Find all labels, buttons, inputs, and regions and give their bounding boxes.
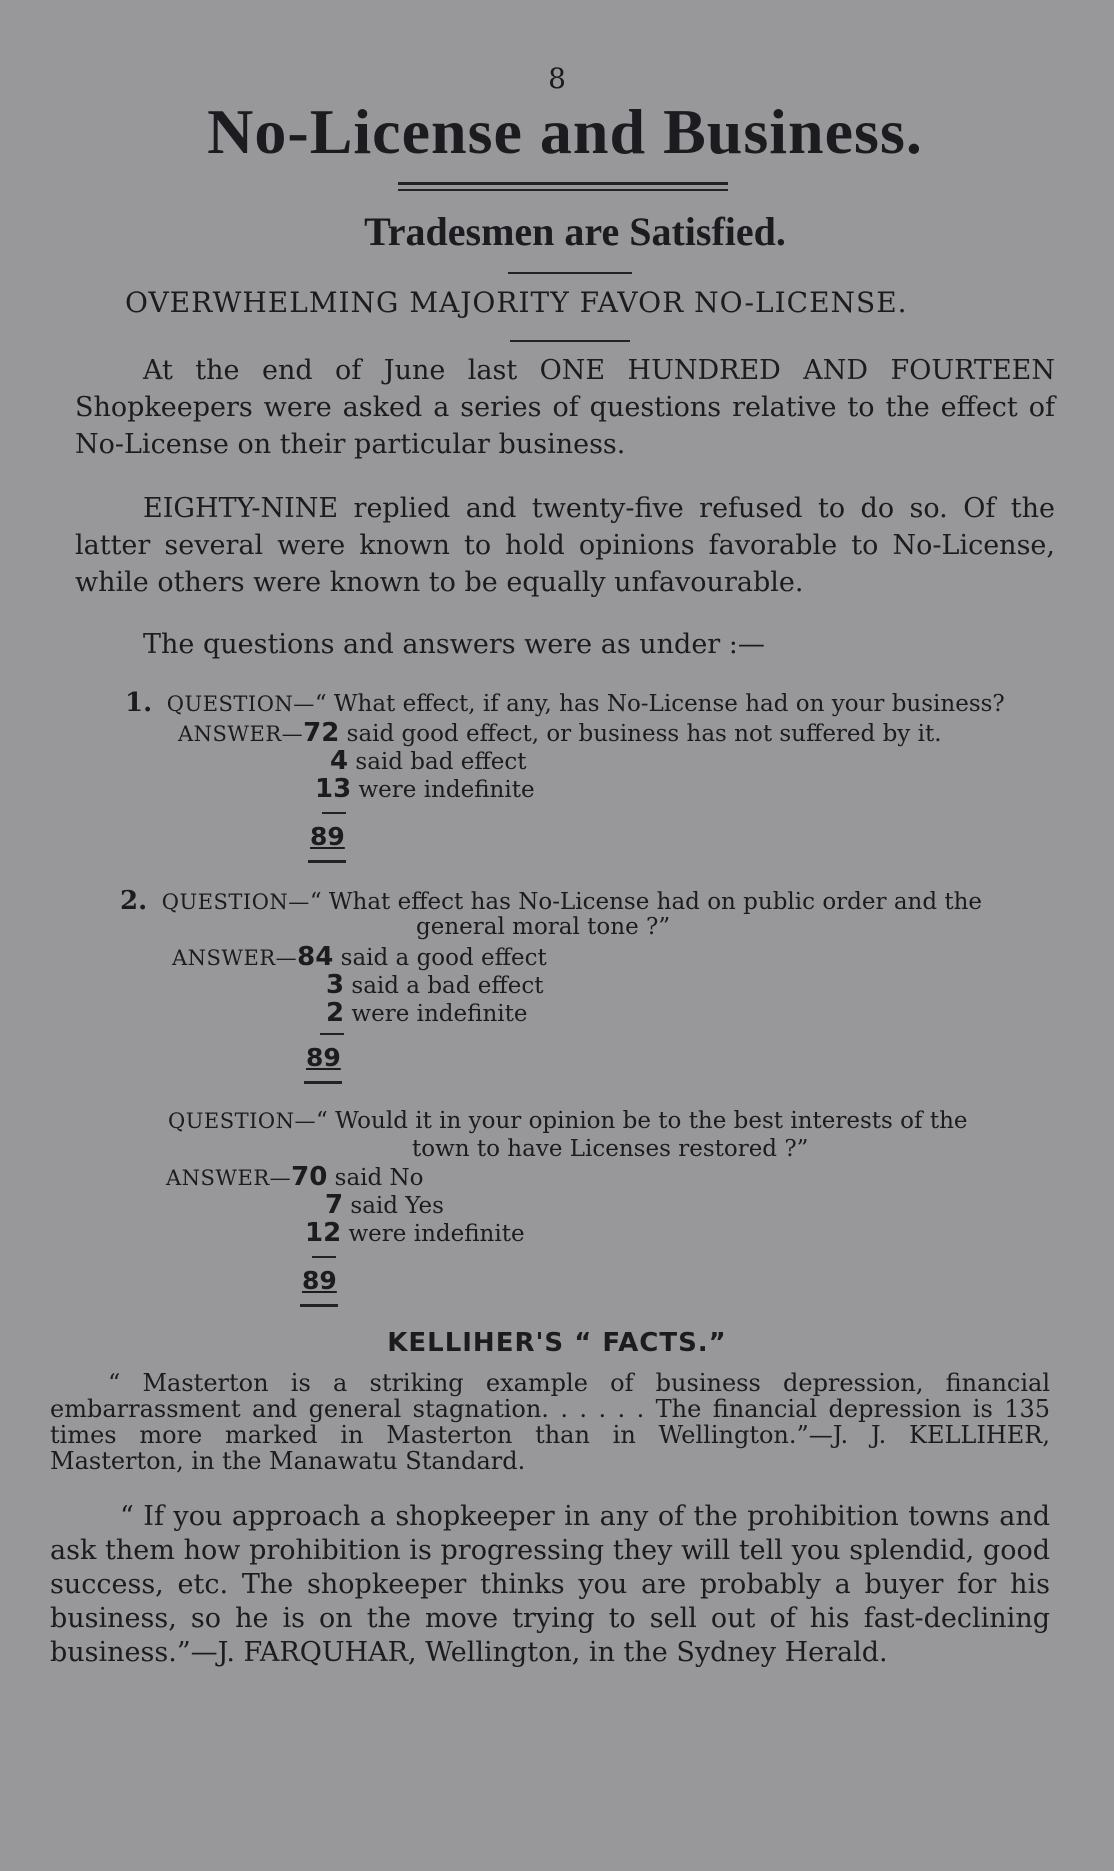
q2-total: 89 [306, 1043, 341, 1072]
paragraph-questions-intro: The questions and answers were as under :— [143, 629, 765, 660]
subtitle: Tradesmen are Satisfied. [364, 209, 786, 254]
q1-answer-3: 13 were indefinite [315, 774, 535, 804]
q3-total: 89 [302, 1266, 337, 1295]
q3-sum-dash [312, 1256, 336, 1258]
q1-total: 89 [310, 822, 345, 851]
q2-total-bar [304, 1081, 342, 1084]
q2-answer-1: ANSWER—84 said a good effect [172, 942, 547, 972]
subtitle-rule [508, 272, 632, 274]
q2-sum-dash [320, 1033, 344, 1035]
q3-answer-3: 12 were indefinite [305, 1218, 525, 1248]
q3-question-cont: town to have Licenses restored ?” [412, 1136, 809, 1162]
kelliher-heading: KELLIHER'S “ FACTS.” [387, 1328, 727, 1358]
paragraph-replies: EIGHTY-NINE replied and twenty-five refused to do so. Of the latter several were known to hold opinions favorable to No-License, while others were known to be equally unfavourable. [75, 493, 1055, 598]
section-heading: OVERWHELMING MAJORITY FAVOR NO-LICENSE. [125, 286, 908, 319]
paragraph-intro: At the end of June last ONE HUNDRED AND FOURTEEN Shopkeepers were asked a series of questions relative to the effect of No-License on their particular business. [75, 355, 1055, 460]
title-double-rule [398, 182, 728, 191]
q3-answer-1: ANSWER—70 said No [166, 1162, 424, 1192]
page-title: No-License and Business. [207, 96, 923, 167]
q2-question-cont: general moral tone ?” [416, 914, 671, 940]
q3-total-bar [300, 1304, 338, 1307]
q3-question-line: QUESTION—“ Would it in your opinion be to the best interests of the [168, 1108, 968, 1134]
quote-farquhar: “ If you approach a shopkeeper in any of the prohibition towns and ask them how prohibition is progressing they will tell you splendid, good success, etc. The shopkeeper thinks you are probably a buyer for his business, so he is on the move trying to sell out of his fast-declining business.”—J. FARQUHAR, Wellington, in the Sydney Herald. [50, 1501, 1050, 1668]
page-number: 8 [548, 62, 566, 95]
q1-answer-1: ANSWER—72 said good effect, or business has not suffered by it. [178, 718, 942, 748]
quote-kelliher: “ Masterton is a striking example of business depression, financial embarrassment and general stagnation. . . . . . The financial depression is 135 times more marked in Masterton than in Wellington.”—J. J. KELLIHER, Masterton, in the Manawatu Standard. [50, 1369, 1050, 1475]
q2-question-line: 2. QUESTION—“ What effect has No-License had on public order and the [120, 886, 983, 916]
q1-total-bar [308, 860, 346, 863]
q1-sum-dash [322, 812, 346, 814]
q3-answer-2: 7 said Yes [325, 1190, 444, 1220]
q1-question-line: 1. QUESTION—“ What effect, if any, has No-License had on your business? [125, 688, 1005, 718]
heading-rule [510, 340, 630, 342]
q1-answer-2: 4 said bad effect [330, 746, 527, 776]
q2-answer-2: 3 said a bad effect [326, 970, 544, 1000]
q2-answer-3: 2 were indefinite [326, 998, 528, 1028]
